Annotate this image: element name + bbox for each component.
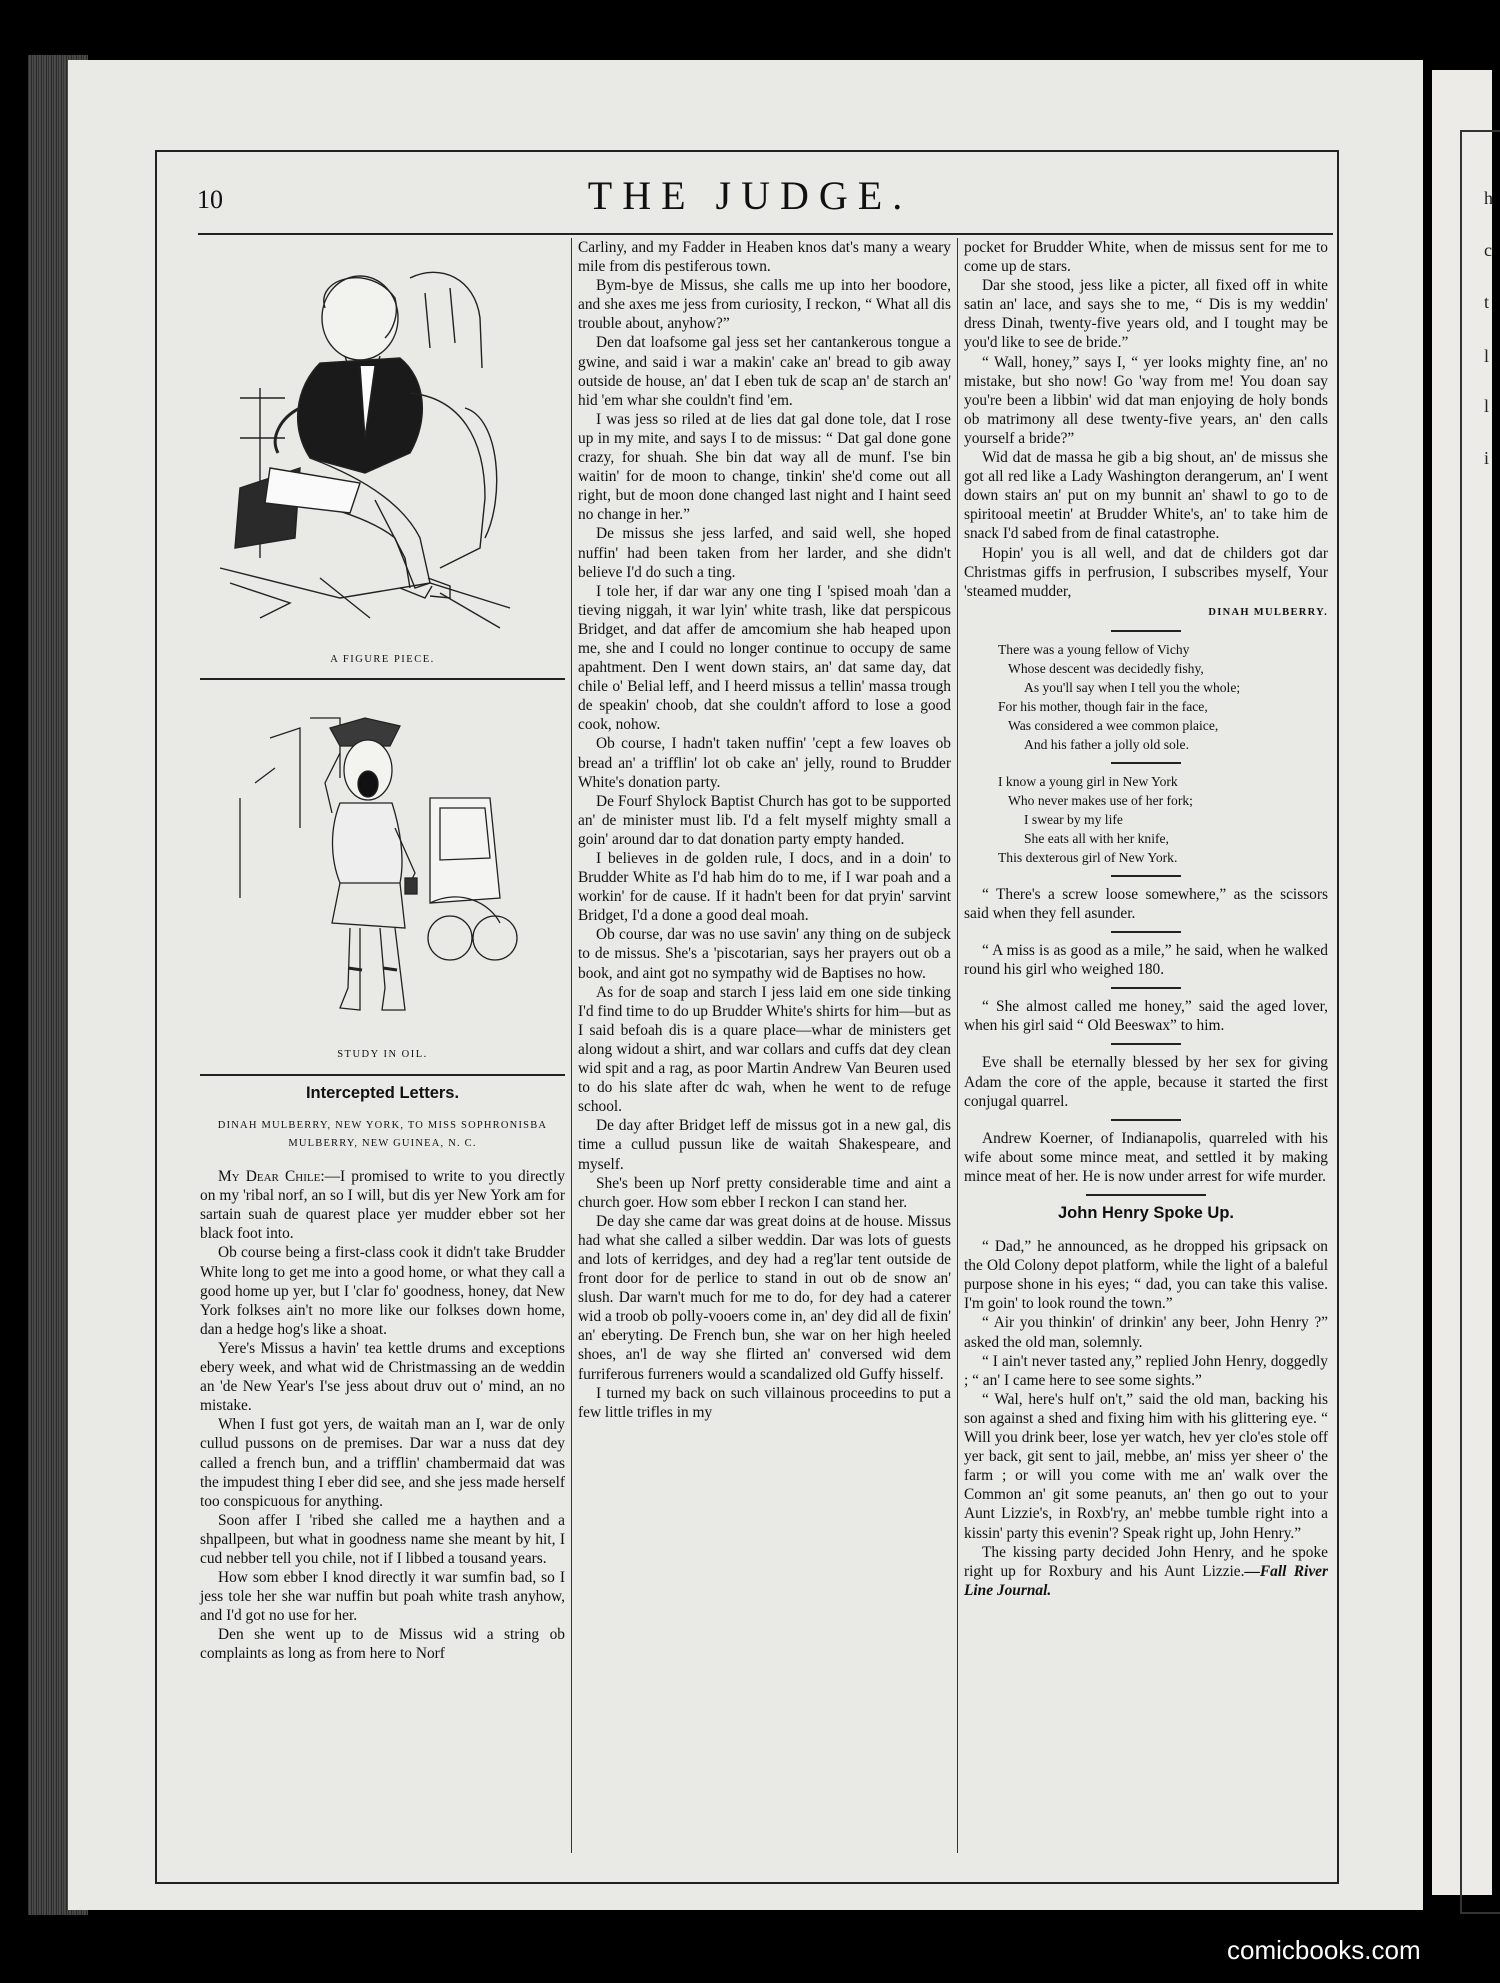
short-rule bbox=[1111, 875, 1181, 877]
letter-paragraph: Wid dat de massa he gib a big shout, an' de missus she got all red like a Lady Washington derangerum, an' I went down stairs an' put on my bunnit an' shawl to go to de spiritooal meetin' at Brudder White's, an' to take him de snack I'd sabed from de final catastrophe. bbox=[964, 449, 1328, 543]
masthead-title: THE JUDGE. bbox=[587, 173, 913, 218]
short-rule bbox=[1111, 1119, 1181, 1121]
letter-paragraph: pocket for Brudder White, when de missus sent for me to come up de stars. bbox=[964, 239, 1328, 276]
letter-paragraph: De missus she jess larfed, and said well, she hoped nuffin' had been taken from her larder, and she didn't believe I'd do such a ting. bbox=[578, 525, 951, 581]
letter-paragraph: I turned my back on such villainous proceedins to put a few little trifles in my bbox=[578, 1384, 951, 1421]
story-paragraph: “ Dad,” he announced, as he dropped his gripsack on the Old Colony depot platform, while the light of a baleful purpose shone in his eyes; “ dad, you can take this valise. I'm goin' to look round the town.” bbox=[964, 1238, 1328, 1313]
story-paragraph: “ I ain't never tasted any,” replied John Henry, doggedly ; “ an' I came here to see some sights.” bbox=[964, 1352, 1328, 1389]
letter-paragraph: My Dear Chile:—I promised to write to you directly on my 'ribal norf, an so I will, but dis yer New York am for sartain suah de quarest place yer mudder ebber sot her black foot into. bbox=[200, 1168, 565, 1243]
short-rule bbox=[1111, 987, 1181, 989]
page-number: 10 bbox=[197, 185, 223, 214]
short-rule bbox=[1111, 931, 1181, 933]
poem-line: As you'll say when I tell you the whole; bbox=[1024, 679, 1241, 695]
letter-paragraph: Yere's Missus a havin' tea kettle drums and exceptions ebery week, and what wid de Christmassing an de weddin an 'de New Year's I'se jess about druv out o' mind, an no mistake. bbox=[200, 1339, 565, 1415]
poem-line: I swear by my life bbox=[1024, 811, 1123, 827]
letter-paragraph: Dar she stood, jess like a picter, all fixed off in white satin an' lace, and says she to me, “ Dis is my weddin' dress Dinah, twenty-five years old, and I tought may be you'd like to see de bride.” bbox=[964, 277, 1328, 352]
column-divider bbox=[957, 238, 958, 1853]
story-paragraph: The kissing party decided John Henry, and he spoke right up for Roxbury and his Aunt Lizzie.—Fall River Line Journal. bbox=[964, 1543, 1328, 1599]
study-in-oil-illustration bbox=[200, 688, 565, 1068]
joke-paragraph: “ She almost called me honey,” said the aged lover, when his girl said “ Old Beeswax” to him. bbox=[964, 998, 1328, 1035]
letter-paragraph: Ob course being a first-class cook it didn't take Brudder White long to get me into a good home, or what they call a good home up yer, but I 'clar fo' goodness, honey, dat New York folkses ain't no more like our folkses down home, dan a hedge hog's like a shoat. bbox=[200, 1244, 565, 1338]
facing-page-letter: l bbox=[1484, 346, 1490, 366]
section-divider bbox=[200, 678, 565, 680]
letter-paragraph: I tole her, if dar war any one ting I 'spised moah 'dan a tieving niggah, it war lyin' white trash, like dat perspicous Bridget, and dat affer de amcomium she hab heaped upon me, she and I could no longer continue to occupy de same apahtment. Den I went down stairs, an' dat same day, dat chile o' Belial leff, and I heerd missus a tellin' massa trough de speakin' choob, dat she couldn't afford to lose a good cook, nohow. bbox=[578, 582, 951, 734]
short-rule bbox=[1111, 1043, 1181, 1045]
article-title: Intercepted Letters. bbox=[305, 1084, 460, 1102]
letter-paragraph: Hopin' you is all well, and dat de childers got dar Christmas giffs in perfrusion, I subscribes myself, Your 'steamed mudder, bbox=[964, 544, 1328, 600]
letter-paragraph: When I fust got yers, de waitah man an I, war de only cullud pussons on de premises. Dar war a nuss dat dey called a french bun, and a trifflin' chambermaid dat was the impudest thing I eber did see, and she jess made herself too conspicuous for anything. bbox=[200, 1416, 565, 1510]
letter-paragraph: Ob course, I hadn't taken nuffin' 'cept a few loaves ob bread an' a trifflin' lot ob cake an' jelly, round to Brudder White's donation party. bbox=[578, 735, 951, 791]
illustration-caption: STUDY IN OIL. bbox=[337, 1049, 428, 1060]
letter-paragraph: “ Wall, honey,” says I, “ yer looks mighty fine, an' no mistake, but sho now! Go 'way from me! You doan say you're been a libbin' wid dat man enjoying de holy bonds ob matrimony all dese twenty-five years, an' den calls yourself a bride?” bbox=[964, 353, 1328, 447]
letter-paragraph: As for de soap and starch I jess laid em one side tinking I'd find time to do up Brudder White's shirts for him—but as I said befoah dis is a quare place—whar de ministers get along widout a shirt, and war collars and cuffs dat dey clean wid spit and a rag, as poor Martin Andrew Van Beuren used to do his slate after dc wah, when he went to de refuge school. bbox=[578, 983, 951, 1116]
letter-paragraph: Ob course, dar was no use savin' any thing on de subjeck to de missus. She's a 'piscotarian, says her prayers out ob a book, and aint got no sympathy wid de Baptises no how. bbox=[578, 926, 951, 982]
site-watermark: comicbooks.com bbox=[1227, 1935, 1421, 1965]
short-rule bbox=[1111, 762, 1181, 764]
seated-man-sketch bbox=[200, 238, 565, 648]
poem-line: She eats all with her knife, bbox=[1024, 830, 1169, 846]
column-1 bbox=[200, 238, 565, 1664]
new-york-limerick bbox=[998, 772, 1328, 867]
poem-line: Whose descent was decidedly fishy, bbox=[1008, 660, 1204, 676]
joke-paragraph: Eve shall be eternally blessed by her sex for giving Adam the core of the apple, because it started the first conjugal quarrel. bbox=[964, 1054, 1328, 1110]
poem-line: I know a young girl in New York bbox=[998, 773, 1178, 789]
letter-signature: DINAH MULBERRY. bbox=[1208, 606, 1328, 618]
column-divider bbox=[571, 238, 572, 1853]
poem-line: And his father a jolly old sole. bbox=[1024, 736, 1189, 752]
column-3 bbox=[964, 238, 1328, 1600]
facing-page-letter: t bbox=[1484, 292, 1490, 312]
poem-line: This dexterous girl of New York. bbox=[998, 849, 1178, 865]
facing-page-letter: h bbox=[1484, 188, 1493, 208]
article-title: John Henry Spoke Up. bbox=[1057, 1204, 1235, 1222]
letter-paragraph: Bym-bye de Missus, she calls me up into her boodore, and she axes me jess from curiosity, I reckon, “ What all dis trouble about, anyhow?” bbox=[578, 277, 951, 333]
facing-page-letter: i bbox=[1484, 448, 1490, 468]
illustration-caption: A FIGURE PIECE. bbox=[330, 654, 435, 665]
letter-paragraph: She's been up Norf pretty considerable time and aint a church goer. How som ebber I reckon I can stand her. bbox=[578, 1174, 951, 1211]
letter-paragraph: De day she came dar was great doins at de house. Missus had what she called a silber weddin. Dar was lots of guests and lots of kerridges, and dey had a reg'lar tent outside de front door for de perlice to stand in out ob de snow an' slush. Dar warn't much for me to do, for dey had a caterer wid a troob ob polly-vooers come in, an' dey did all de fixin' an' eberyting. De French bun, she war on her high heeled shoes, an'l de way she flirted an' conversed wid dem furriferous furreners would a scandalized old Guffy hisself. bbox=[578, 1212, 951, 1383]
letter-paragraph: De Fourf Shylock Baptist Church has got to be supported an' de minister must lib. I'd a felt myself mighty small a goin' around dar to dat donation party empty handed. bbox=[578, 792, 951, 848]
letter-paragraph: Soon affer I 'ribed she called me a haythen and a shpallpeen, but what in goodness name she meant by hit, I cud nebber tell you chile, not if I libbed a tousand years. bbox=[200, 1511, 565, 1567]
letter-paragraph: Den dat loafsome gal jess set her cantankerous tongue a gwine, and said i war a makin' cake an' bread to gib away outside de house, an' dat I eben tuk de scap an' de starch an' hid 'em whar she couldn't find 'em. bbox=[578, 334, 951, 409]
story-paragraph: “ Air you thinkin' of drinkin' any beer, John Henry ?” asked the old man, solemnly. bbox=[964, 1314, 1328, 1351]
facing-page-letter: c bbox=[1484, 240, 1492, 260]
letter-salutation: My Dear Chile bbox=[218, 1168, 321, 1186]
letter-paragraph: I was jess so riled at de lies dat gal done tole, dat I rose up in my mite, and says I to de missus: “ Dat gal done gone crazy, for shuah. She bin dat way all de munf. I'se bin waitin' for de moon to change, tinkin' she'd come out all right, but de moon done changed last night and I haint seed no change in her.” bbox=[578, 410, 951, 524]
masthead-rule bbox=[198, 233, 1333, 235]
letter-paragraph: How som ebber I knod directly it war sumfin bad, so I jess tole her she war nuffin but poah white trash anyhow, and I'd got no use for her. bbox=[200, 1569, 565, 1625]
facing-page-letter: l bbox=[1484, 396, 1490, 416]
letter-paragraph: Carliny, and my Fadder in Heaben knos dat's many a weary mile from dis pestiferous town. bbox=[578, 239, 951, 276]
column-2 bbox=[578, 238, 951, 1422]
short-rule bbox=[1111, 630, 1181, 632]
letter-paragraph: I believes in de golden rule, I docs, and in a doin' to Brudder White as I'd hab him do to me, if I war poah and a workin' for de cause. If it hadn't been for dat pryin' sarvint Bridget, I'd a done a good deal moah. bbox=[578, 850, 951, 925]
vichy-limerick bbox=[998, 640, 1328, 754]
facing-page-frame bbox=[1460, 130, 1500, 1914]
poem-line: Was considered a wee common plaice, bbox=[1008, 717, 1219, 733]
joke-paragraph: “ There's a screw loose somewhere,” as the scissors said when they fell asunder. bbox=[964, 885, 1328, 922]
poem-line: There was a young fellow of Vichy bbox=[998, 641, 1190, 657]
source-credit: —Fall River Line Journal. bbox=[964, 1562, 1328, 1599]
section-divider bbox=[200, 1074, 565, 1076]
short-rule bbox=[1086, 1194, 1206, 1196]
story-paragraph: “ Wal, here's hulf on't,” said the old man, backing his son against a shed and fixing him with his glittering eye. “ Will you drink beer, lose yer watch, hev yer clo'es stole off yer back, git sent to jail, mebbe, an' miss yer sheer o' the farm ; or will you come with me an' walk over the Common an' git some peanuts, an' then go out to your Aunt Lizzie's, in Roxb'ry, an' mebbe tumble right into a kissin' party this evenin'? Speak right up, John Henry.” bbox=[964, 1390, 1328, 1542]
joke-paragraph: “ A miss is as good as a mile,” he said, when he walked round his girl who weighed 180. bbox=[964, 942, 1328, 979]
poem-line: Who never makes use of her fork; bbox=[1008, 792, 1193, 808]
letter-dateline: DINAH MULBERRY, NEW YORK, TO MISS SOPHRONISBA MULBERRY, NEW GUINEA, N. C. bbox=[217, 1120, 548, 1150]
yawning-man-sketch bbox=[200, 688, 565, 1043]
letter-paragraph: Den she went up to de Missus wid a string ob complaints as long as from here to Norf bbox=[200, 1626, 565, 1663]
letter-paragraph: De day after Bridget leff de missus got in a new gal, dis time a cullud pussun like de waitah Shakespeare, and myself. bbox=[578, 1117, 951, 1173]
facing-page-edge bbox=[1432, 70, 1492, 1895]
poem-line: For his mother, though fair in the face, bbox=[998, 698, 1208, 714]
joke-paragraph: Andrew Koerner, of Indianapolis, quarreled with his wife about some mince meat, and settled it by making mince meat of her. He is now under arrest for wife murder. bbox=[964, 1129, 1328, 1185]
figure-piece-illustration bbox=[200, 238, 565, 678]
